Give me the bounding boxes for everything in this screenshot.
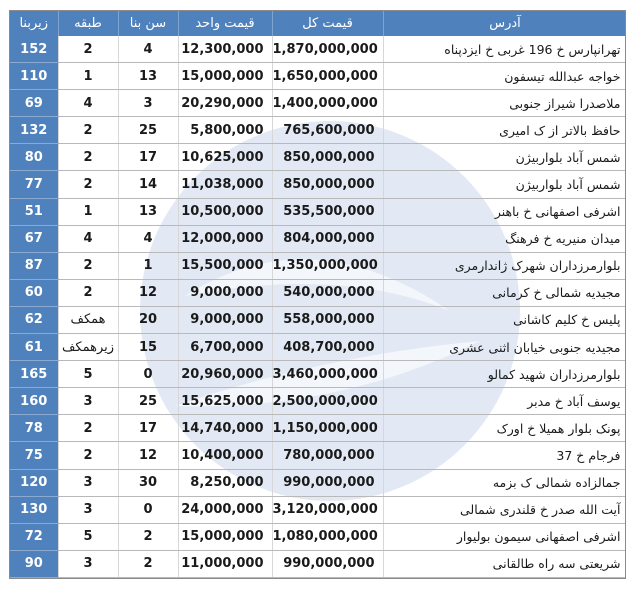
cell-unit-price: 10,400,000 [178, 442, 272, 469]
cell-floor: 1 [58, 198, 118, 225]
header-row [10, 11, 626, 36]
cell-area: 152 [10, 36, 58, 63]
cell-total-price: 408,700,000 [272, 334, 383, 361]
cell-total-price: 1,150,000,000 [272, 415, 383, 442]
cell-address: فرجام خ 37 [383, 442, 626, 469]
cell-area: 78 [10, 415, 58, 442]
cell-total-price: 1,400,000,000 [272, 90, 383, 117]
cell-age: 15 [118, 334, 178, 361]
cell-area: 90 [10, 550, 58, 577]
cell-area: 67 [10, 225, 58, 252]
cell-age: 4 [118, 36, 178, 63]
table-row [10, 523, 626, 550]
cell-address: تهرانپارس خ 196 غربی خ ایزدپناه [383, 36, 626, 63]
cell-address: اشرفی اصفهانی سیمون بولیوار [383, 523, 626, 550]
cell-total-price: 990,000,000 [272, 469, 383, 496]
cell-address: شمس آباد بلواربیژن [383, 144, 626, 171]
table-row [10, 117, 626, 144]
cell-age: 0 [118, 361, 178, 388]
cell-unit-price: 15,500,000 [178, 252, 272, 279]
cell-unit-price: 12,000,000 [178, 225, 272, 252]
cell-unit-price: 12,300,000 [178, 36, 272, 63]
table-row [10, 252, 626, 279]
cell-floor: 5 [58, 523, 118, 550]
cell-unit-price: 15,000,000 [178, 523, 272, 550]
cell-address: شمس آباد بلواربیژن [383, 171, 626, 198]
cell-floor: 2 [58, 279, 118, 306]
cell-floor: 4 [58, 225, 118, 252]
cell-unit-price: 20,960,000 [178, 361, 272, 388]
cell-unit-price: 9,000,000 [178, 279, 272, 306]
table-row [10, 198, 626, 225]
cell-area: 60 [10, 279, 58, 306]
table-row [10, 550, 626, 577]
cell-unit-price: 24,000,000 [178, 496, 272, 523]
cell-total-price: 558,000,000 [272, 306, 383, 333]
cell-floor: 2 [58, 442, 118, 469]
cell-unit-price: 5,800,000 [178, 117, 272, 144]
cell-unit-price: 15,000,000 [178, 63, 272, 90]
cell-age: 30 [118, 469, 178, 496]
cell-area: 165 [10, 361, 58, 388]
cell-total-price: 535,500,000 [272, 198, 383, 225]
table-row [10, 469, 626, 496]
cell-age: 2 [118, 523, 178, 550]
cell-age: 3 [118, 90, 178, 117]
cell-age: 12 [118, 442, 178, 469]
cell-age: 0 [118, 496, 178, 523]
cell-address: پلیس خ کلیم کاشانی [383, 306, 626, 333]
cell-total-price: 2,500,000,000 [272, 388, 383, 415]
header-unit-price: قیمت واحد [178, 11, 272, 36]
cell-floor: 2 [58, 117, 118, 144]
cell-unit-price: 20,290,000 [178, 90, 272, 117]
cell-age: 13 [118, 63, 178, 90]
cell-age: 14 [118, 171, 178, 198]
cell-address: مجیدیه جنوبی خیابان اثنی عشری [383, 334, 626, 361]
property-listing-table [10, 11, 626, 578]
cell-area: 69 [10, 90, 58, 117]
cell-address: ملاصدرا شیراز جنوبی [383, 90, 626, 117]
cell-floor: 2 [58, 252, 118, 279]
header-total-price: قیمت کل [272, 11, 383, 36]
cell-unit-price: 6,700,000 [178, 334, 272, 361]
cell-total-price: 3,120,000,000 [272, 496, 383, 523]
table-row [10, 442, 626, 469]
cell-floor: 3 [58, 388, 118, 415]
cell-total-price: 1,080,000,000 [272, 523, 383, 550]
cell-area: 75 [10, 442, 58, 469]
cell-floor: 3 [58, 496, 118, 523]
table-row [10, 496, 626, 523]
cell-total-price: 1,870,000,000 [272, 36, 383, 63]
cell-floor: همکف [58, 306, 118, 333]
cell-address: یوسف آباد خ مدبر [383, 388, 626, 415]
cell-address: بلوارمرزداران شهید کمالو [383, 361, 626, 388]
cell-area: 110 [10, 63, 58, 90]
cell-floor: 2 [58, 171, 118, 198]
cell-unit-price: 10,625,000 [178, 144, 272, 171]
cell-age: 4 [118, 225, 178, 252]
cell-age: 25 [118, 117, 178, 144]
cell-area: 132 [10, 117, 58, 144]
cell-address: آیت الله صدر خ قلندری شمالی [383, 496, 626, 523]
cell-address: حافظ بالاتر از ک امیری [383, 117, 626, 144]
cell-address: خواجه عبدالله تیسفون [383, 63, 626, 90]
cell-unit-price: 8,250,000 [178, 469, 272, 496]
cell-age: 17 [118, 415, 178, 442]
cell-area: 61 [10, 334, 58, 361]
cell-unit-price: 9,000,000 [178, 306, 272, 333]
listing-table-frame [9, 10, 626, 579]
cell-age: 12 [118, 279, 178, 306]
cell-floor: 2 [58, 415, 118, 442]
table-row [10, 90, 626, 117]
cell-area: 77 [10, 171, 58, 198]
table-row [10, 225, 626, 252]
cell-age: 2 [118, 550, 178, 577]
cell-address: شریعتی سه راه طالقانی [383, 550, 626, 577]
cell-total-price: 540,000,000 [272, 279, 383, 306]
cell-floor: 3 [58, 469, 118, 496]
table-row [10, 334, 626, 361]
header-age: سن بنا [118, 11, 178, 36]
cell-floor: 2 [58, 36, 118, 63]
header-address: آدرس [383, 11, 626, 36]
cell-unit-price: 10,500,000 [178, 198, 272, 225]
cell-address: اشرفی اصفهانی خ باهنر [383, 198, 626, 225]
table-row [10, 306, 626, 333]
cell-address: مجیدیه شمالی خ کرمانی [383, 279, 626, 306]
cell-total-price: 3,460,000,000 [272, 361, 383, 388]
cell-address: جمالزاده شمالی ک بزمه [383, 469, 626, 496]
header-floor: طبقه [58, 11, 118, 36]
cell-total-price: 780,000,000 [272, 442, 383, 469]
cell-area: 72 [10, 523, 58, 550]
table-row [10, 279, 626, 306]
cell-total-price: 850,000,000 [272, 144, 383, 171]
cell-address: پونک بلوار همیلا خ اورک [383, 415, 626, 442]
cell-total-price: 1,350,000,000 [272, 252, 383, 279]
table-row [10, 361, 626, 388]
cell-total-price: 850,000,000 [272, 171, 383, 198]
cell-area: 62 [10, 306, 58, 333]
table-row [10, 63, 626, 90]
cell-total-price: 804,000,000 [272, 225, 383, 252]
table-row [10, 144, 626, 171]
cell-unit-price: 11,038,000 [178, 171, 272, 198]
cell-age: 1 [118, 252, 178, 279]
table-row [10, 415, 626, 442]
cell-area: 87 [10, 252, 58, 279]
cell-area: 160 [10, 388, 58, 415]
cell-area: 80 [10, 144, 58, 171]
cell-address: بلوارمرزداران شهرک ژاندارمری [383, 252, 626, 279]
cell-unit-price: 15,625,000 [178, 388, 272, 415]
cell-total-price: 765,600,000 [272, 117, 383, 144]
cell-floor: 1 [58, 63, 118, 90]
table-row [10, 388, 626, 415]
table-row [10, 171, 626, 198]
cell-total-price: 1,650,000,000 [272, 63, 383, 90]
cell-unit-price: 14,740,000 [178, 415, 272, 442]
cell-total-price: 990,000,000 [272, 550, 383, 577]
cell-area: 51 [10, 198, 58, 225]
table-row [10, 36, 626, 63]
cell-age: 25 [118, 388, 178, 415]
cell-area: 120 [10, 469, 58, 496]
cell-floor: 5 [58, 361, 118, 388]
cell-floor: زیرهمکف [58, 334, 118, 361]
cell-floor: 2 [58, 144, 118, 171]
cell-floor: 3 [58, 550, 118, 577]
cell-age: 20 [118, 306, 178, 333]
cell-floor: 4 [58, 90, 118, 117]
cell-address: میدان منیریه خ فرهنگ [383, 225, 626, 252]
cell-age: 17 [118, 144, 178, 171]
cell-age: 13 [118, 198, 178, 225]
cell-unit-price: 11,000,000 [178, 550, 272, 577]
header-area: زیربنا [10, 11, 58, 36]
cell-area: 130 [10, 496, 58, 523]
